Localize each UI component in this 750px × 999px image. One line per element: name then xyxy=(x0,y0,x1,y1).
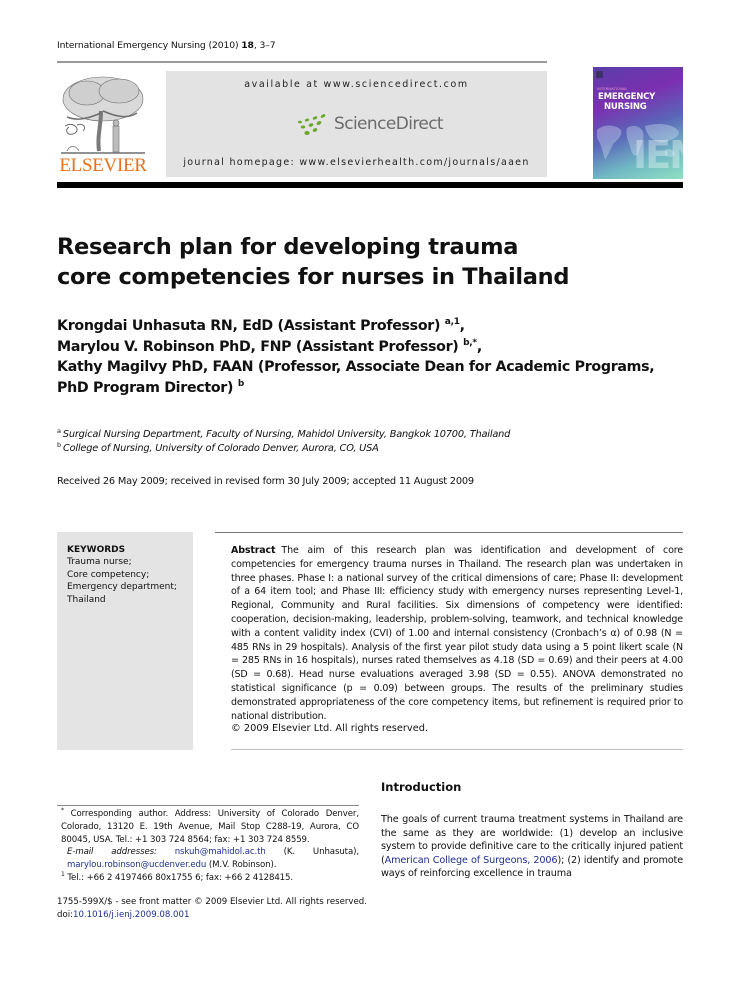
footnotes xyxy=(57,808,359,885)
abstract-text: The aim of this research plan was identification and development of core competencies for emergency trauma nurses in Thailand. The research plan was undertaken in three phases. Phase I: a national survey of the critical dimensions of care; Phase II: development of a 64 item tool; and Phase III: efficiency study with emergency nurses representing Level-1, Regional, Community and Rural facilities. Six dimensions of competency were identified: cooperation, decision-making, leadership, problem-solving, teamwork, and technical knowledge with a content validity index (CVI) of 1.00 and internal consistency (Cronbach’s α) of 0.98 (N = 485 RNs in 29 hospitals). Analysis of the first year pilot study data using a 5 point likert scale (N = 285 RNs in 16 hospitals), nurses rated themselves as 4.18 (SD = 0.69) and their peers at 4.00 (SD = 0.68). Head nurse evaluations averaged 3.98 (SD = 0.55). ANOVA demonstrated no statistical significance (p = 0.09) between groups. The results of the preliminary studies demonstrated appropriateness of the core competency items, but refinement is required prior to national distribution. xyxy=(231,545,683,722)
cover-mark: IEN xyxy=(633,133,699,177)
keywords-heading: KEYWORDS xyxy=(67,545,126,555)
abstract-top-divider xyxy=(215,532,683,533)
running-head: International Emergency Nursing (2010) 18, 3–7 xyxy=(57,40,276,51)
affiliation-mark[interactable]: b,* xyxy=(463,337,477,348)
keyword-item: Thailand xyxy=(67,594,106,605)
title-line: core competencies for nurses in Thailand xyxy=(57,264,570,290)
elsevier-wordmark: ELSEVIER xyxy=(59,155,147,176)
sciencedirect-banner xyxy=(166,71,547,177)
doi-link[interactable]: 10.1016/j.ienj.2009.08.001 xyxy=(73,910,190,920)
email-note: E-mail addresses: nskuh@mahidol.ac.th (K. Unhasuta), marylou.robinson@ucdenver.edu (M.V. Robinson). xyxy=(67,847,359,871)
publisher-emblem-icon xyxy=(596,71,603,78)
sciencedirect-wordmark: ScienceDirect xyxy=(334,114,444,134)
keyword-item: Core competency; xyxy=(67,569,150,580)
available-at-link[interactable]: available at www.sciencedirect.com xyxy=(244,79,469,90)
cover-top-line: INTERNATIONAL xyxy=(597,87,628,91)
journal-name: International Emergency Nursing (2010) xyxy=(57,40,239,51)
author-list xyxy=(57,316,727,398)
sciencedirect-logo[interactable] xyxy=(296,113,456,143)
keyword-item: Emergency department; xyxy=(67,582,177,592)
header-divider xyxy=(57,61,547,63)
doi-line: doi:10.1016/j.ienj.2009.08.001 xyxy=(57,910,190,920)
received-dates: Received 26 May 2009; received in revised form 30 July 2009; accepted 11 August 2009 xyxy=(57,476,474,487)
affiliation-mark[interactable]: a,1 xyxy=(444,317,460,327)
journal-volume: 18 xyxy=(241,40,254,51)
front-matter xyxy=(57,896,367,922)
masthead-divider xyxy=(57,182,683,188)
issn-line: 1755-599X/$ - see front matter © 2009 Elsevier Ltd. All rights reserved. xyxy=(57,897,367,907)
sciencedirect-dots-icon xyxy=(296,113,332,139)
author-line: PhD Program Director) $^b$ xyxy=(57,378,244,396)
introduction-paragraph: The goals of current trauma treatment systems in Thailand are the same as they are worldwide: (1) develop an inclusive system to provide definitive care to the critically injured patient (American College of Surgeons, 2006); (2) identify and promote ways of reinforcing excellence in trauma xyxy=(381,814,683,880)
cover-title-line1: EMERGENCY xyxy=(598,92,656,102)
cover-title-line2: NURSING xyxy=(604,102,647,112)
affiliation-item: $^b$ College of Nursing, University of Colorado Denver, Aurora, CO, USA xyxy=(57,440,379,454)
citation-link[interactable]: American College of Surgeons, 2006 xyxy=(384,854,558,866)
abstract-copyright: © 2009 Elsevier Ltd. All rights reserved. xyxy=(231,723,429,734)
affiliation-item: $^a$ Surgical Nursing Department, Faculty of Nursing, Mahidol University, Bangkok 10700, Thailand xyxy=(57,427,511,440)
author-line: Marylou V. Robinson PhD, FNP (Assistant Professor) $^{b,*}$, xyxy=(57,337,482,355)
footnote-divider xyxy=(57,805,359,806)
corresponding-author-note: * Corresponding author. Address: University of Colorado Denver, Colorado, 13120 E. 19th Avenue, Mail Stop C288-19, Aurora, CO 80045, USA. Tel.: +1 303 724 8564; fax: +1 303 724 8559. xyxy=(61,807,359,845)
section-heading-introduction: Introduction xyxy=(381,780,462,794)
affiliations xyxy=(57,428,510,455)
journal-pages: 3–7 xyxy=(259,40,276,51)
affiliation-mark[interactable]: b xyxy=(237,378,244,389)
phone-note: $^1$ Tel.: +66 2 4197466 80x1755 6; fax: +66 2 4128415. xyxy=(61,870,294,883)
journal-homepage-link[interactable]: journal homepage: www.elsevierhealth.com/journals/aaen xyxy=(183,157,530,168)
journal-cover-image xyxy=(593,67,699,179)
abstract-paragraph xyxy=(231,544,683,723)
email-link[interactable]: nskuh@mahidol.ac.th xyxy=(174,847,266,858)
keyword-item: Trauma nurse; xyxy=(67,557,132,567)
author-line: Kathy Magilvy PhD, FAAN (Professor, Associate Dean for Academic Programs, xyxy=(57,359,655,375)
author-line: Krongdai Unhasuta RN, EdD (Assistant Professor) $^{a,1}$, xyxy=(57,317,465,334)
email-link[interactable]: marylou.robinson@ucdenver.edu xyxy=(67,860,207,871)
title-line: Research plan for developing trauma xyxy=(57,234,519,260)
abstract-bottom-divider xyxy=(231,749,683,750)
abstract-label: Abstract xyxy=(231,545,276,556)
keywords-box xyxy=(57,532,193,750)
article-title xyxy=(57,232,569,292)
